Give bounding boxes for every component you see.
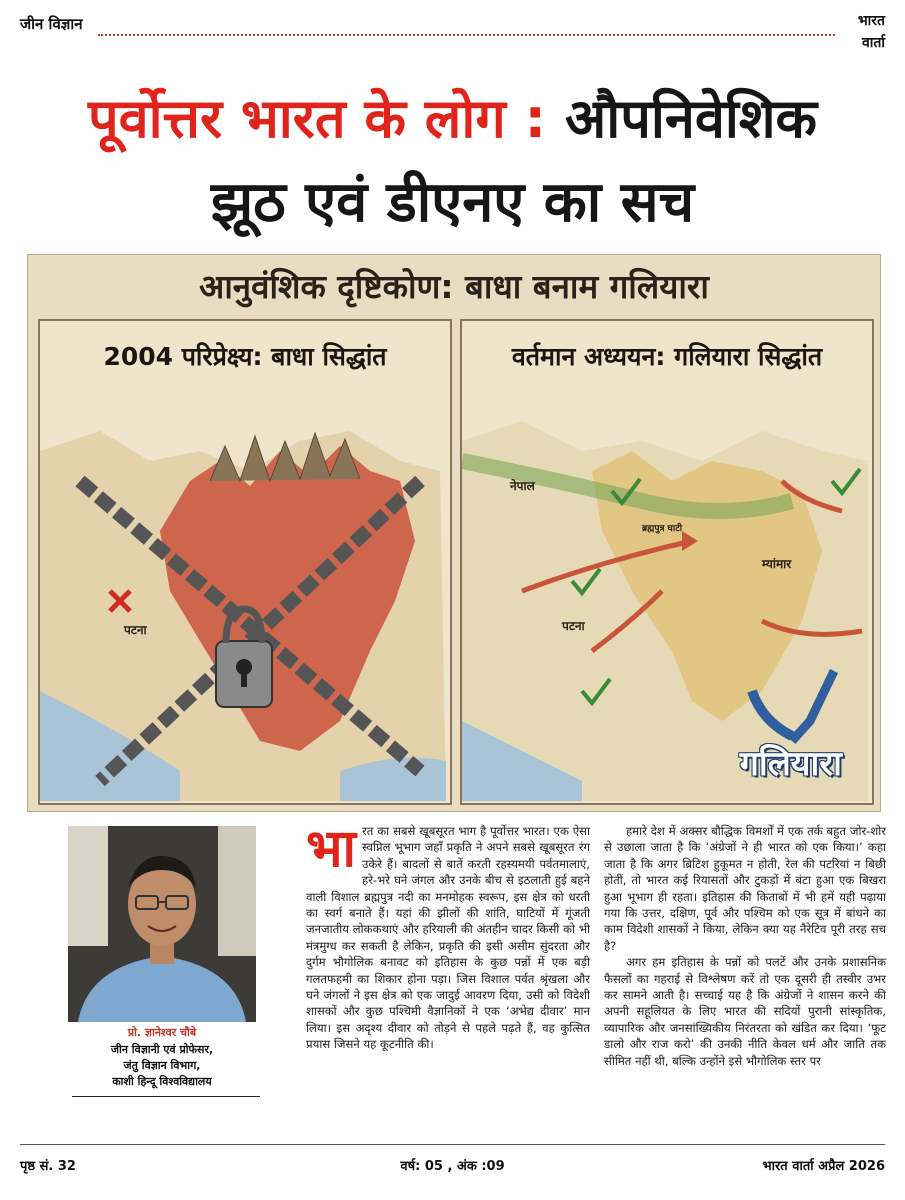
caption-rule (72, 1096, 260, 1097)
headline-red-part: पूर्वोत्तर भारत के लोग : (87, 87, 547, 150)
page-number: पृष्ठ सं. 32 (20, 1159, 76, 1174)
corridor-label: गलियारा (739, 744, 842, 784)
issue-info: वर्ष: 05 , अंक :09 (400, 1159, 505, 1174)
header-divider (98, 34, 835, 36)
edition-info: भारत वार्ता अप्रैल 2026 (762, 1159, 885, 1174)
author-photo (68, 826, 256, 1022)
corridor-panel-title: वर्तमान अध्ययन: गलियारा सिद्धांत (511, 342, 823, 371)
article-column-2 (604, 823, 886, 1069)
section-label: जीन विज्ञान (20, 15, 83, 33)
article-column-1 (306, 819, 590, 1053)
drop-cap: भा (306, 819, 357, 879)
author-name: प्रो. ज्ञानेश्वर चौबे (127, 1026, 197, 1039)
publication-brand (858, 10, 885, 54)
footer-rule (20, 1144, 885, 1145)
corridor-theory-panel (460, 319, 874, 805)
map-label-patna-left: पटना (124, 623, 147, 637)
author-university: काशी हिन्दू विश्वविद्यालय (112, 1075, 212, 1088)
brand-line-2: वार्ता (861, 35, 885, 51)
infographic-image (27, 254, 881, 812)
chained-map-illustration (40, 391, 446, 801)
map-label-patna-right: पटना (562, 619, 585, 633)
barrier-theory-panel (38, 319, 452, 805)
article-paragraph-1: रत का सबसे खूबसूरत भाग है पूर्वोत्तर भारत। एक ऐसा स्वप्निल भूभाग जहाँ प्रकृति ने अपने सबसे खूबसूरत रंग उकेरे हैं। बादलों से बातें करती रहस्यमयी पर्वतमालाएं, हरे-भरे घने जंगल और उनके बीच से इठलाती हुई बहने वाली विशाल ब्रह्मपुत्र नदी का मनमोहक स्वरूप, इस क्षेत्र को धरती का स्वर्ग बनाते हैं। यहां की झीलों की शांति, घाटियों में गूंजती जनजातीय लोककथाएं और हरियाली की अंतहीन चादर किसी को भी मंत्रमुग्ध कर सकती है लेकिन, प्रकृति की इसी असीम सुंदरता और दुर्गम भौगोलिक बनावट को इतिहास के कुछ पन्नों में एक बड़ी गलतफहमी का शिकार होना पड़ा। जिस विशाल पर्वत श्रृंखला और घने जंगलों ने इस क्षेत्र को एक जादुई आवरण दिया, उसी को विदेशी शासकों और कुछ पश्चिमी वैज्ञानिकों ने एक ‘अभेद्य दीवार’ मान लिया। इस अदृश्य दीवार को तोड़ने से पहले पढ़ते हैं, वह कुत्सित प्रयास जिसने यह कूटनीति की। (306, 824, 590, 1052)
map-label-brahmaputra: ब्रह्मपुत्र घाटी (642, 524, 683, 534)
headline-black-part: औपनिवेशिक (564, 87, 818, 150)
article-paragraph-2: हमारे देश में अक्सर बौद्धिक विमर्शों में एक तर्क बहुत जोर-शोर से उछाला जाता है कि ‘अंग्रेजों ने ही भारत को एक किया।’ कहा जाता है कि अगर ब्रिटिश हुकूमत न होती, रेल की पटरियां न बिछी होतीं, तो भारत कई रियासतों और टुकड़ों में बंटा हुआ एक बिखरा हुआ भूभाग ही रहता। इतिहास की किताबों में भी हमें यही पढ़ाया गया कि उत्तर, दक्षिण, पूर्व और पश्चिम को एक सूत्र में बांधने का काम विदेशी शासकों ने किया, लेकिन क्या यह नैरेटिव पूरी तरह सच है? (604, 824, 886, 953)
headline-line-1 (0, 86, 905, 152)
infographic-heading: आनुवंशिक दृष्टिकोण: बाधा बनाम गलियारा (199, 267, 709, 306)
brand-line-1: भारत (857, 13, 885, 29)
author-department: जंतु विज्ञान विभाग, (123, 1059, 201, 1072)
map-label-myanmar: म्यांमार (762, 557, 792, 571)
map-label-nepal: नेपाल (510, 479, 535, 493)
article-paragraph-3: अगर हम इतिहास के पन्नों को पलटें और उनके प्रशासनिक फैसलों का गहराई से विश्लेषण करें तो एक दूसरी ही तस्वीर उभर कर सामने आती है। सच्चाई यह है कि अंग्रेजों ने शासन करने की अपनी सहूलियत के लिए भारत की सदियों पुरानी सांस्कृतिक, व्यापारिक और जनसांख्यिकीय निरंतरता को खंडित कर दिया। ‘फूट डालो और राज करो’ की उनकी नीति केवल धर्म और जाति तक सीमित नहीं थी, बल्कि उन्होंने इसे भौगोलिक स्तर पर (604, 955, 886, 1068)
barrier-panel-title: 2004 परिप्रेक्ष्य: बाधा सिद्धांत (103, 342, 387, 371)
headline-line-2: झूठ एवं डीएनए का सच (210, 170, 695, 235)
author-role: जीन विज्ञानी एवं प्रोफेसर, (110, 1043, 214, 1056)
